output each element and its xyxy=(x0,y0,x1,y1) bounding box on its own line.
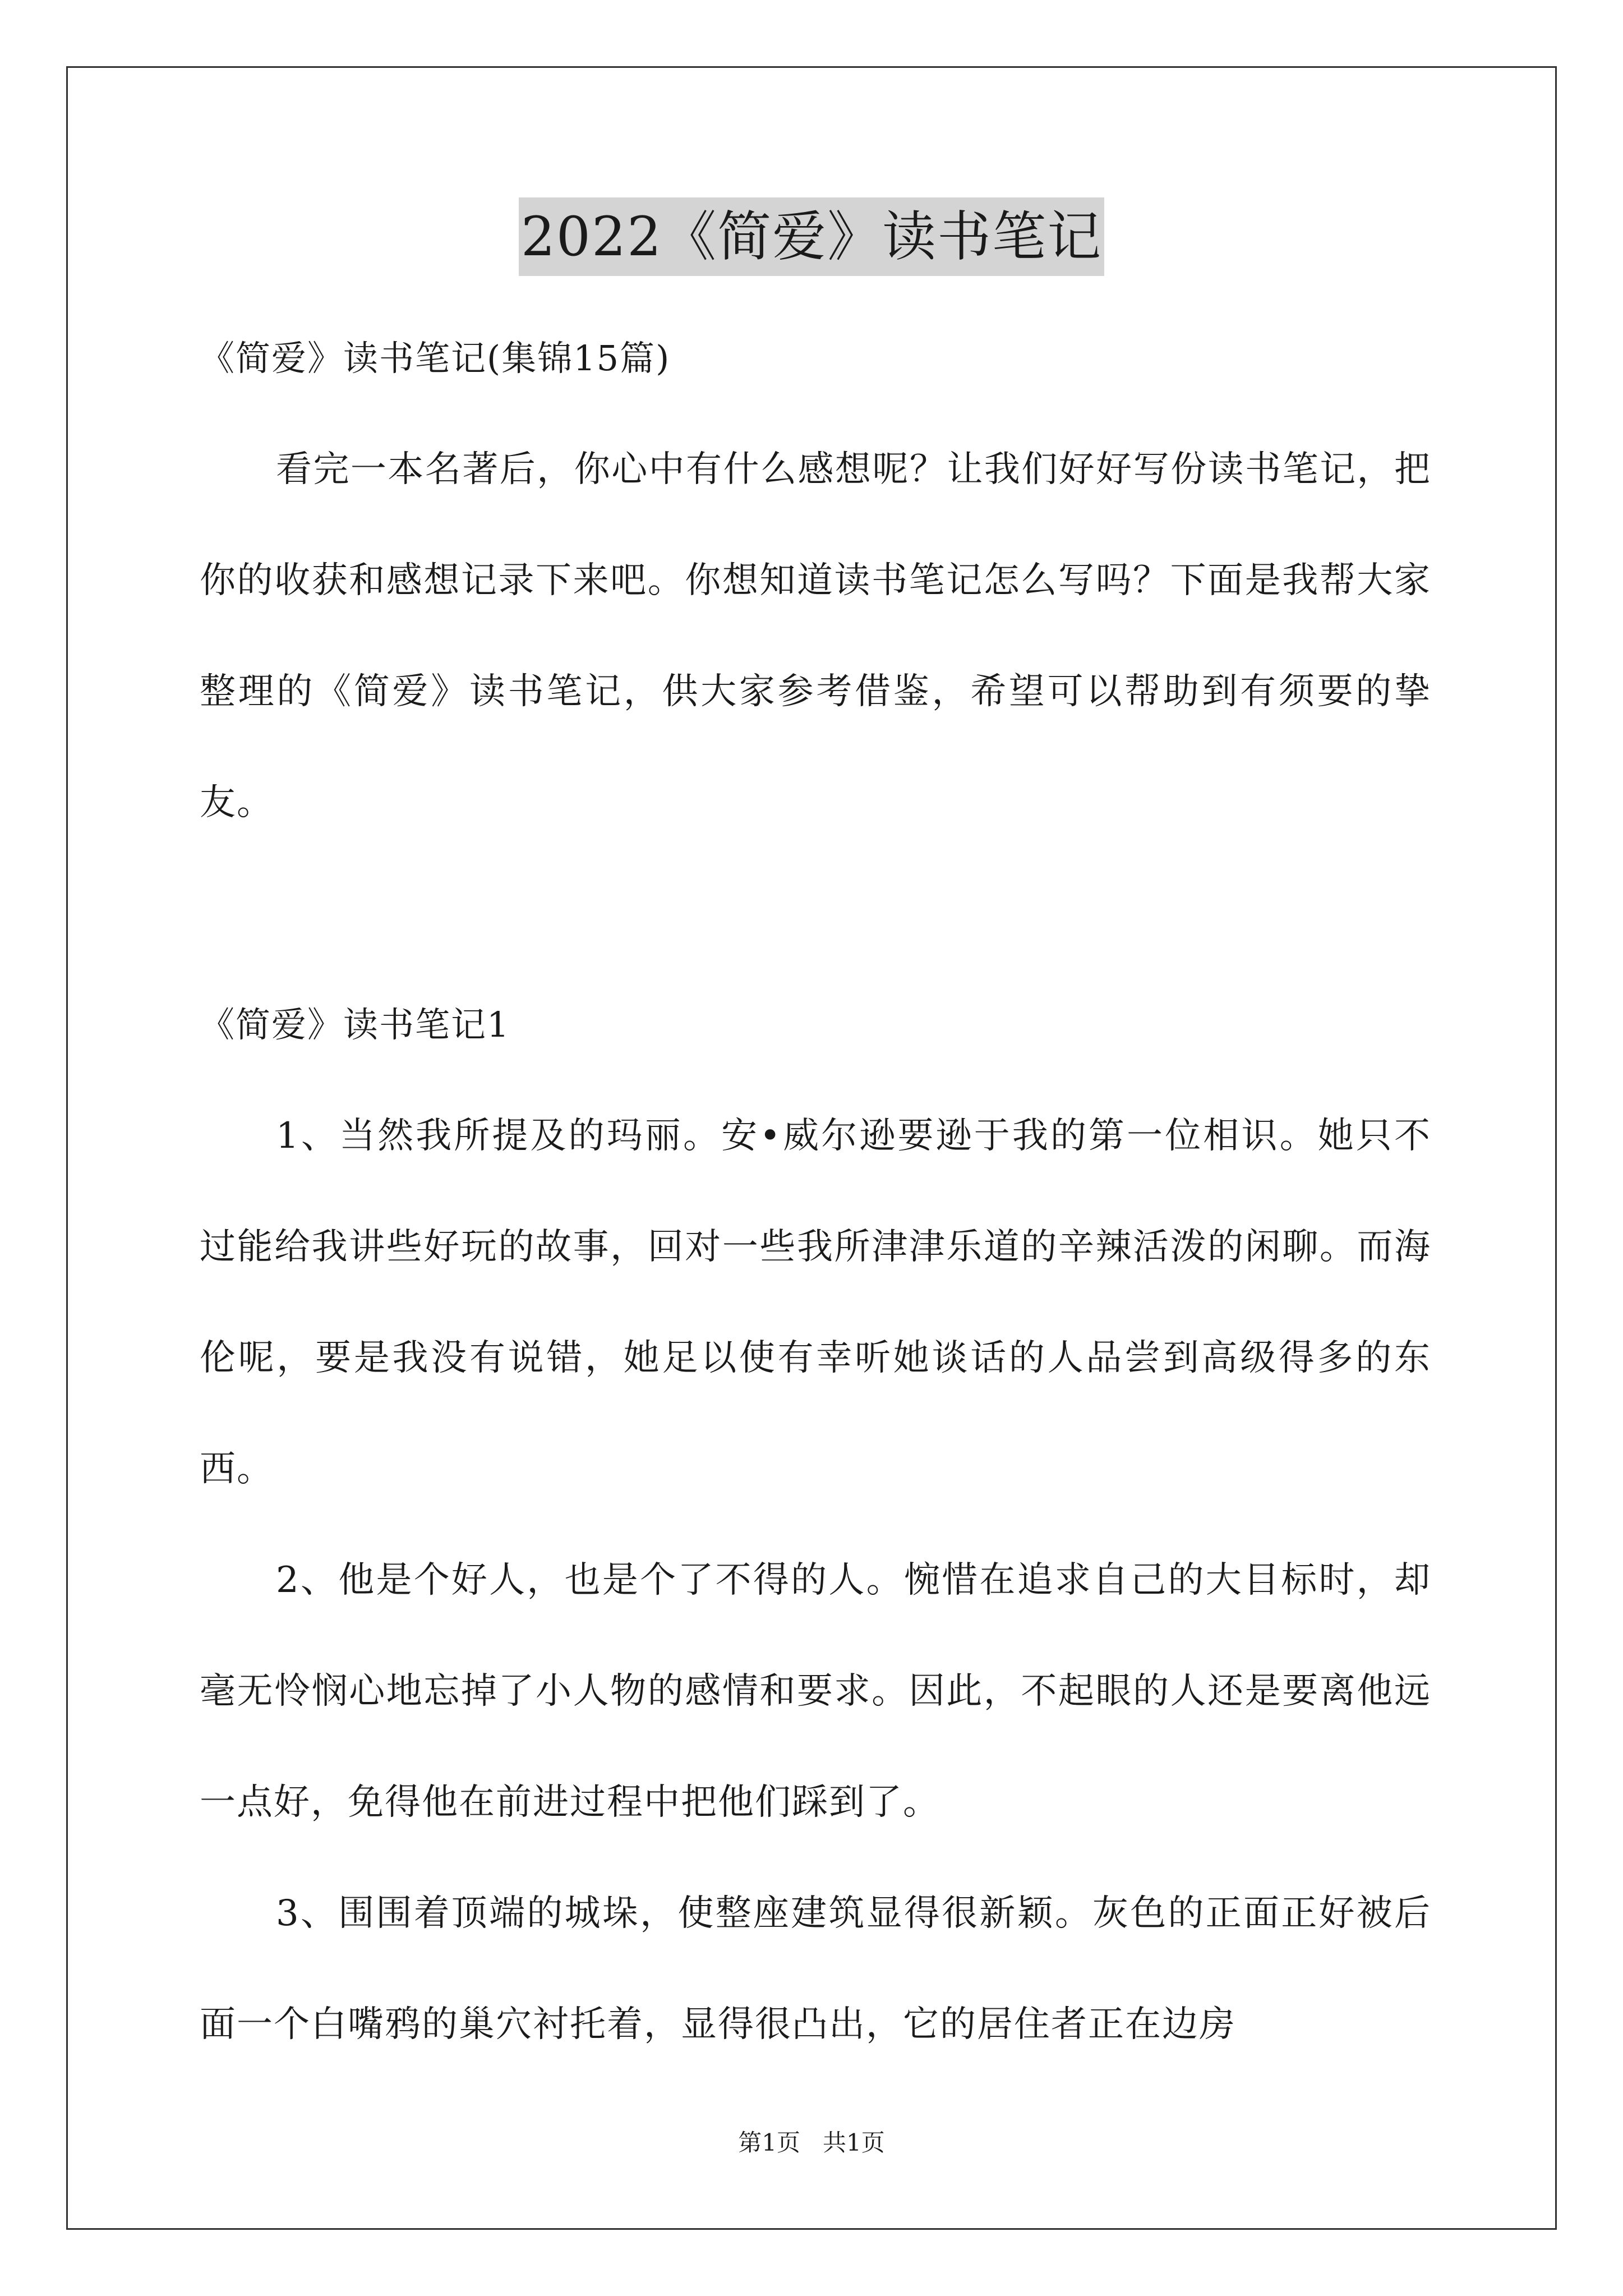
page-footer xyxy=(0,2126,1623,2160)
spacer xyxy=(200,858,1431,969)
footer-separator xyxy=(800,2129,823,2156)
document-subtitle: 《简爱》读书笔记(集锦15篇) xyxy=(200,338,671,379)
paragraph-1: 1、当然我所提及的玛丽。安•威尔逊要逊于我的第一位相识。她只不过能给我讲些好玩的故事，回对一些我所津津乐道的辛辣活泼的闲聊。而海伦呢，要是我没有说错，她足以使有幸听她谈话的人品尝到高级得多的东西。 xyxy=(200,1115,1431,1490)
document-title: 2022《简爱》读书笔记 xyxy=(519,197,1104,276)
page-number-current: 第1页 xyxy=(738,2129,800,2156)
section-heading: 《简爱》读书笔记1 xyxy=(200,1004,510,1045)
paragraph-3: 3、围围着顶端的城垛，使整座建筑显得很新颖。灰色的正面正好被后面一个白嘴鸦的巢穴衬托着，显得很凸出，它的居住者正在边房 xyxy=(200,1893,1431,2045)
intro-paragraph: 看完一本名著后，你心中有什么感想呢？让我们好好写份读书笔记，把你的收获和感想记录下来吧。你想知道读书笔记怎么写吗？下面是我帮大家整理的《简爱》读书笔记，供大家参考借鉴，希望可以帮助到有须要的挚友。 xyxy=(200,449,1431,823)
document-body xyxy=(200,303,1431,2080)
title-wrap xyxy=(0,197,1623,276)
paragraph-2: 2、他是个好人，也是个了不得的人。惋惜在追求自己的大目标时，却毫无怜悯心地忘掉了小人物的感情和要求。因此，不起眼的人还是要离他远一点好，免得他在前进过程中把他们踩到了。 xyxy=(200,1559,1431,1823)
page-number-total: 共1页 xyxy=(823,2129,885,2156)
